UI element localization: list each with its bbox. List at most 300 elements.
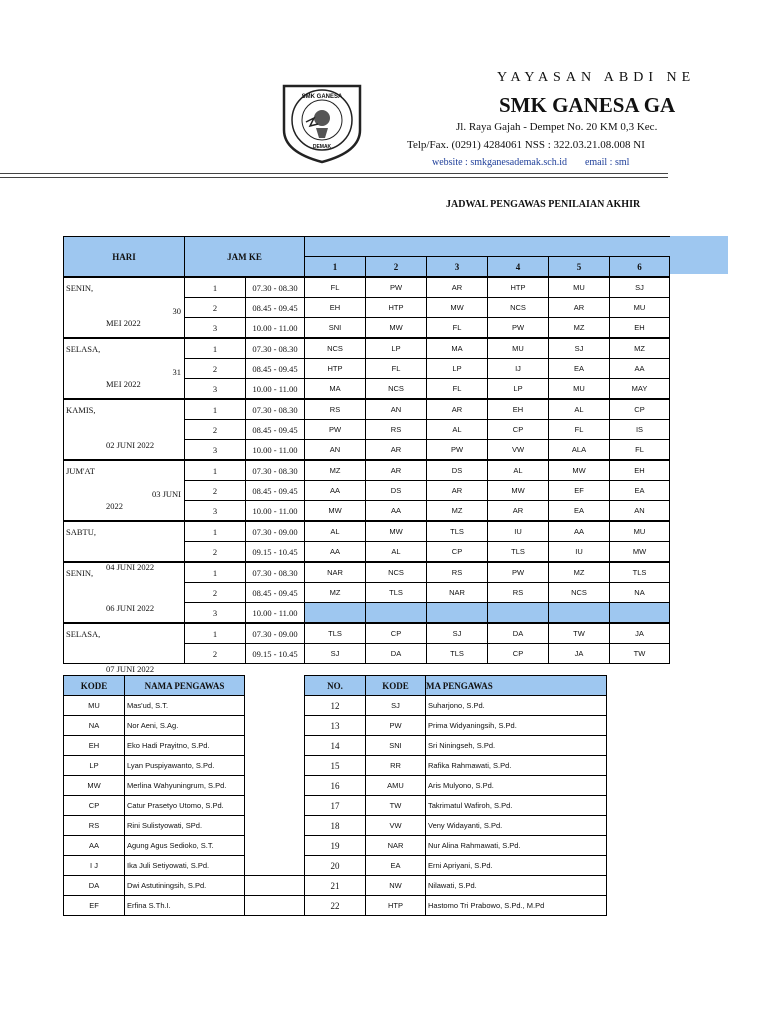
pengawas-code-cell: PW <box>305 420 366 440</box>
nama-cell: Erfina S.Th.I. <box>125 896 245 916</box>
pengawas-code-cell: CP <box>427 542 488 563</box>
pengawas-code-cell: DS <box>427 460 488 481</box>
day-cell <box>64 399 185 460</box>
room-number: 5 <box>549 257 610 278</box>
pengawas-code-cell: AN <box>305 440 366 461</box>
school-logo <box>276 78 368 164</box>
day-cell <box>64 623 185 674</box>
pengawas-code-cell: HTP <box>366 298 427 318</box>
day-number: 30 <box>172 306 181 316</box>
blank-cell <box>245 836 305 856</box>
jam-ke-cell: 1 <box>185 399 246 420</box>
pengawas-code-cell: FL <box>366 359 427 379</box>
nama-cell: Merlina Wahyuningrum, S.Pd. <box>125 776 245 796</box>
jam-ke-cell: 3 <box>185 501 246 522</box>
pengawas-code-cell: JA <box>549 644 610 664</box>
pengawas-code-cell: NAR <box>427 583 488 603</box>
pengawas-code-cell: MW <box>305 501 366 522</box>
kode-cell: NW <box>366 876 426 896</box>
pengawas-code-cell: SJ <box>549 338 610 359</box>
jam-ke-cell: 1 <box>185 623 246 644</box>
pengawas-code-cell <box>610 603 670 624</box>
pengawas-code-cell: RS <box>427 562 488 583</box>
no-cell: 21 <box>305 876 366 896</box>
schedule-row <box>64 623 670 644</box>
kode-cell: EF <box>64 896 125 916</box>
pengawas-code-cell: AR <box>488 501 549 522</box>
pengawas-row <box>305 896 607 916</box>
blank-cell <box>245 876 305 896</box>
pengawas-code-cell: CP <box>488 644 549 664</box>
day-cell <box>64 460 185 521</box>
pengawas-code-cell: MU <box>488 338 549 359</box>
nama-cell: Aris Mulyono, S.Pd. <box>426 776 607 796</box>
kode-cell: MU <box>64 696 125 716</box>
website-link[interactable]: website : smkganesademak.sch.id <box>432 157 567 168</box>
pengawas-row <box>305 876 607 896</box>
pengawas-code-cell <box>305 603 366 624</box>
pengawas-code-cell: AL <box>366 542 427 563</box>
pengawas-code-cell: MZ <box>427 501 488 522</box>
pengawas-code-cell: AA <box>305 481 366 501</box>
email-link[interactable]: email : sml <box>584 157 630 168</box>
header-divider-thin <box>0 177 668 178</box>
school-web-line <box>432 157 647 168</box>
pengawas-code-cell: DS <box>366 481 427 501</box>
pengawas-code-cell: MZ <box>610 338 670 359</box>
pengawas-code-cell <box>366 603 427 624</box>
pengawas-code-cell: SJ <box>610 277 670 298</box>
pengawas-code-cell: IU <box>549 542 610 563</box>
day-date: 2022 <box>106 501 123 511</box>
time-cell: 07.30 - 09.00 <box>246 623 305 644</box>
pengawas-code-cell: MU <box>610 521 670 542</box>
logo-bottom-text: DEMAK <box>312 144 332 150</box>
time-cell: 07.30 - 08.30 <box>246 460 305 481</box>
pengawas-row <box>305 756 607 776</box>
jam-ke-cell: 2 <box>185 644 246 664</box>
pengawas-code-cell: TW <box>549 623 610 644</box>
pengawas-code-cell: MA <box>305 379 366 400</box>
pengawas-code-cell: FL <box>305 277 366 298</box>
jam-ke-cell: 2 <box>185 359 246 379</box>
kode-cell: TW <box>366 796 426 816</box>
pengawas-code-cell: FL <box>549 420 610 440</box>
school-name: SMK GANESA GA <box>499 93 676 117</box>
pengawas-code-cell: DA <box>488 623 549 644</box>
pengawas-code-cell: IS <box>610 420 670 440</box>
room-number: 2 <box>366 257 427 278</box>
header-divider <box>0 173 668 174</box>
room-number: 3 <box>427 257 488 278</box>
time-cell: 07.30 - 09.00 <box>246 521 305 542</box>
schedule-row <box>64 338 670 359</box>
pengawas-code-cell: LP <box>366 338 427 359</box>
pengawas-row <box>305 816 607 836</box>
pengawas-code-cell: TLS <box>610 562 670 583</box>
kode-cell: AMU <box>366 776 426 796</box>
blank-cell <box>245 736 305 756</box>
pengawas-code-cell: RS <box>366 420 427 440</box>
nama-cell: Erni Apriyani, S.Pd. <box>426 856 607 876</box>
jam-ke-cell: 1 <box>185 521 246 542</box>
nama-cell: Nor Aeni, S.Ag. <box>125 716 245 736</box>
pengawas-code-cell: IU <box>488 521 549 542</box>
pengawas-code-cell: AR <box>427 399 488 420</box>
kode-cell: DA <box>64 876 125 896</box>
pengawas-row <box>64 836 305 856</box>
kode-cell: LP <box>64 756 125 776</box>
col-nama-right: MA PENGAWAS <box>426 676 607 696</box>
blank-cell <box>245 756 305 776</box>
kode-cell: SNI <box>366 736 426 756</box>
pengawas-code-cell: AL <box>488 460 549 481</box>
pengawas-code-cell: AA <box>305 542 366 563</box>
day-number: 03 JUNI <box>151 489 181 499</box>
pengawas-row <box>305 796 607 816</box>
foundation-name: YAYASAN ABDI NE <box>497 70 696 85</box>
day-name: SELASA, <box>66 344 101 354</box>
pengawas-code-cell: TLS <box>488 542 549 563</box>
pengawas-row <box>64 696 305 716</box>
pengawas-code-cell: LP <box>427 359 488 379</box>
pengawas-code-cell: NCS <box>305 338 366 359</box>
jam-ke-cell: 1 <box>185 338 246 359</box>
pengawas-code-cell: MZ <box>549 318 610 339</box>
pengawas-code-cell: AR <box>427 481 488 501</box>
jam-ke-cell: 3 <box>185 379 246 400</box>
col-hari: HARI <box>64 237 185 278</box>
pengawas-code-cell: AN <box>366 399 427 420</box>
no-cell: 14 <box>305 736 366 756</box>
pengawas-row <box>64 796 305 816</box>
kode-cell: VW <box>366 816 426 836</box>
pengawas-code-cell: ALA <box>549 440 610 461</box>
pengawas-code-cell: AN <box>610 501 670 522</box>
day-name: KAMIS, <box>66 405 96 415</box>
kode-cell: PW <box>366 716 426 736</box>
pengawas-code-cell: EH <box>610 460 670 481</box>
blank-cell <box>245 716 305 736</box>
day-name: SELASA, <box>66 629 101 639</box>
kode-cell: MW <box>64 776 125 796</box>
kode-cell: I J <box>64 856 125 876</box>
blank-cell <box>245 796 305 816</box>
pengawas-code-cell: MZ <box>305 583 366 603</box>
header-banner-extension <box>667 236 728 274</box>
no-cell: 16 <box>305 776 366 796</box>
day-cell <box>64 338 185 399</box>
pengawas-code-cell: EA <box>610 481 670 501</box>
pengawas-code-cell: EH <box>488 399 549 420</box>
pengawas-code-cell: MW <box>366 521 427 542</box>
jam-ke-cell: 3 <box>185 318 246 339</box>
nama-cell: Agung Agus Sedioko, S.T. <box>125 836 245 856</box>
pengawas-code-cell: CP <box>488 420 549 440</box>
schedule-row <box>64 399 670 420</box>
pengawas-code-cell: EH <box>305 298 366 318</box>
time-cell: 10.00 - 11.00 <box>246 318 305 339</box>
pengawas-code-cell: MW <box>366 318 427 339</box>
pengawas-code-cell: CP <box>610 399 670 420</box>
school-address: Jl. Raya Gajah - Dempet No. 20 KM 0,3 Kec. <box>456 121 658 133</box>
pengawas-code-cell: IJ <box>488 359 549 379</box>
pengawas-code-cell <box>549 603 610 624</box>
pengawas-code-cell: NA <box>610 583 670 603</box>
time-cell: 08.45 - 09.45 <box>246 359 305 379</box>
kode-cell: SJ <box>366 696 426 716</box>
kode-cell: EA <box>366 856 426 876</box>
pengawas-code-cell: EH <box>610 318 670 339</box>
nama-cell: Ika Juli Setiyowati, S.Pd. <box>125 856 245 876</box>
room-number: 4 <box>488 257 549 278</box>
jam-ke-cell: 2 <box>185 420 246 440</box>
time-cell: 10.00 - 11.00 <box>246 501 305 522</box>
pengawas-code-cell: MAY <box>610 379 670 400</box>
pengawas-code-cell: SJ <box>427 623 488 644</box>
nama-cell: Lyan Puspiyawanto, S.Pd. <box>125 756 245 776</box>
room-number: 6 <box>610 257 670 278</box>
pengawas-code-cell: AA <box>366 501 427 522</box>
pengawas-code-cell: TLS <box>366 583 427 603</box>
blank-cell <box>245 816 305 836</box>
pengawas-code-cell: NAR <box>305 562 366 583</box>
pengawas-code-cell: PW <box>488 318 549 339</box>
time-cell: 08.45 - 09.45 <box>246 583 305 603</box>
pengawas-code-cell: HTP <box>305 359 366 379</box>
pengawas-code-cell: PW <box>427 440 488 461</box>
pengawas-code-cell: MZ <box>305 460 366 481</box>
time-cell: 07.30 - 08.30 <box>246 338 305 359</box>
pengawas-code-cell: MZ <box>549 562 610 583</box>
time-cell: 09.15 - 10.45 <box>246 542 305 563</box>
pengawas-code-cell: RS <box>488 583 549 603</box>
pengawas-code-cell: NCS <box>549 583 610 603</box>
time-cell: 08.45 - 09.45 <box>246 420 305 440</box>
pengawas-row <box>305 696 607 716</box>
room-banner <box>305 237 670 257</box>
pengawas-code-cell <box>488 603 549 624</box>
pengawas-code-cell: FL <box>427 318 488 339</box>
pengawas-row <box>64 716 305 736</box>
pengawas-row <box>64 776 305 796</box>
schedule-row <box>64 277 670 298</box>
pengawas-code-cell: DA <box>366 644 427 664</box>
col-kode-left: KODE <box>64 676 125 696</box>
nama-cell: Eko Hadi Prayitno, S.Pd. <box>125 736 245 756</box>
day-name: SENIN, <box>66 283 94 293</box>
kode-cell: RS <box>64 816 125 836</box>
pengawas-code-cell: TLS <box>427 644 488 664</box>
nama-cell: Nilawati, S.Pd. <box>426 876 607 896</box>
pengawas-row <box>64 816 305 836</box>
pengawas-code-cell: PW <box>366 277 427 298</box>
school-contact: Telp/Fax. (0291) 4284061 NSS : 322.03.21.08.008 NI <box>407 139 645 151</box>
schedule-table <box>63 236 670 674</box>
pengawas-code-cell: VW <box>488 440 549 461</box>
pengawas-code-cell: JA <box>610 623 670 644</box>
pengawas-code-cell: RS <box>305 399 366 420</box>
time-cell: 08.45 - 09.45 <box>246 298 305 318</box>
time-cell: 10.00 - 11.00 <box>246 379 305 400</box>
nama-cell: Veny Widayanti, S.Pd. <box>426 816 607 836</box>
day-name: JUM'AT <box>66 466 95 476</box>
pengawas-code-cell: MA <box>427 338 488 359</box>
pengawas-code-cell <box>427 603 488 624</box>
pengawas-code-cell: AA <box>549 521 610 542</box>
kode-cell: NA <box>64 716 125 736</box>
pengawas-code-cell: TW <box>610 644 670 664</box>
blank-header <box>245 676 305 696</box>
pengawas-row <box>305 736 607 756</box>
no-cell: 15 <box>305 756 366 776</box>
pengawas-code-cell: AR <box>427 277 488 298</box>
pengawas-code-cell: EF <box>549 481 610 501</box>
day-cell <box>64 562 185 623</box>
pengawas-code-cell: AL <box>549 399 610 420</box>
no-cell: 12 <box>305 696 366 716</box>
document-title: JADWAL PENGAWAS PENILAIAN AKHIR <box>446 199 641 210</box>
col-jam-ke: JAM KE <box>185 237 305 278</box>
nama-cell: Sri Niningseh, S.Pd. <box>426 736 607 756</box>
col-no-right: NO. <box>305 676 366 696</box>
day-date: 06 JUNI 2022 <box>106 603 155 613</box>
pengawas-code-cell: FL <box>610 440 670 461</box>
day-cell <box>64 521 185 572</box>
day-date: MEI 2022 <box>106 379 141 389</box>
day-name: SENIN, <box>66 568 94 578</box>
pengawas-code-cell: PW <box>488 562 549 583</box>
nama-cell: Rini Sulistyowati, SPd. <box>125 816 245 836</box>
time-cell: 10.00 - 11.00 <box>246 603 305 624</box>
pengawas-code-cell: TLS <box>427 521 488 542</box>
no-cell: 13 <box>305 716 366 736</box>
schedule-row <box>64 521 670 542</box>
day-cell <box>64 277 185 338</box>
pengawas-code-cell: NCS <box>488 298 549 318</box>
pengawas-code-cell: AR <box>549 298 610 318</box>
nama-cell: Takrimatul Wafiroh, S.Pd. <box>426 796 607 816</box>
time-cell: 07.30 - 08.30 <box>246 562 305 583</box>
pengawas-code-cell: AR <box>366 440 427 461</box>
pengawas-code-cell: MW <box>488 481 549 501</box>
nama-cell: Suharjono, S.Pd. <box>426 696 607 716</box>
col-nama-left: NAMA PENGAWAS <box>125 676 245 696</box>
kode-cell: EH <box>64 736 125 756</box>
pengawas-code-cell: EA <box>549 359 610 379</box>
room-number: 1 <box>305 257 366 278</box>
pengawas-code-cell: EA <box>549 501 610 522</box>
pengawas-code-cell: AR <box>366 460 427 481</box>
jam-ke-cell: 1 <box>185 277 246 298</box>
logo-top-text: SMK GANESA <box>301 94 343 100</box>
schedule-row <box>64 562 670 583</box>
blank-cell <box>245 856 305 876</box>
time-cell: 10.00 - 11.00 <box>246 440 305 461</box>
pengawas-code-cell: HTP <box>488 277 549 298</box>
kode-cell: NAR <box>366 836 426 856</box>
schedule-row <box>64 460 670 481</box>
col-kode-right: KODE <box>366 676 426 696</box>
nama-cell: Rafika Rahmawati, S.Pd. <box>426 756 607 776</box>
jam-ke-cell: 2 <box>185 583 246 603</box>
pengawas-code-cell: MU <box>549 277 610 298</box>
no-cell: 22 <box>305 896 366 916</box>
jam-ke-cell: 2 <box>185 298 246 318</box>
time-cell: 09.15 - 10.45 <box>246 644 305 664</box>
pengawas-row <box>305 856 607 876</box>
pengawas-code-cell: FL <box>427 379 488 400</box>
pengawas-table-left <box>63 675 305 916</box>
pengawas-row <box>305 716 607 736</box>
nama-cell: Nur Alina Rahmawati, S.Pd. <box>426 836 607 856</box>
blank-cell <box>245 776 305 796</box>
pengawas-row <box>305 836 607 856</box>
nama-cell: Catur Prasetyo Utomo, S.Pd. <box>125 796 245 816</box>
nama-cell: Mas'ud, S.T. <box>125 696 245 716</box>
day-number: 31 <box>172 367 181 377</box>
no-cell: 20 <box>305 856 366 876</box>
time-cell: 07.30 - 08.30 <box>246 399 305 420</box>
blank-cell <box>245 696 305 716</box>
jam-ke-cell: 2 <box>185 481 246 501</box>
pengawas-row <box>64 736 305 756</box>
pengawas-table-right <box>304 675 607 916</box>
no-cell: 19 <box>305 836 366 856</box>
pengawas-code-cell: NCS <box>366 379 427 400</box>
pengawas-row <box>64 896 305 916</box>
kode-cell: HTP <box>366 896 426 916</box>
kode-cell: CP <box>64 796 125 816</box>
pengawas-code-cell: AA <box>610 359 670 379</box>
pengawas-row <box>64 756 305 776</box>
pengawas-code-cell: NCS <box>366 562 427 583</box>
blank-cell <box>245 896 305 916</box>
nama-cell: Dwi Astutiningsih, S.Pd. <box>125 876 245 896</box>
pengawas-code-cell: MU <box>549 379 610 400</box>
pengawas-code-cell: SJ <box>305 644 366 664</box>
pengawas-row <box>64 876 305 896</box>
pengawas-code-cell: MU <box>610 298 670 318</box>
pengawas-code-cell: LP <box>488 379 549 400</box>
no-cell: 17 <box>305 796 366 816</box>
nama-cell: Prima Widyaningsih, S.Pd. <box>426 716 607 736</box>
pengawas-code-cell: CP <box>366 623 427 644</box>
day-date: 02 JUNI 2022 <box>106 440 155 450</box>
day-date: MEI 2022 <box>106 318 141 328</box>
nama-cell: Hastomo Tri Prabowo, S.Pd., M.Pd <box>426 896 607 916</box>
pengawas-code-cell: SNI <box>305 318 366 339</box>
pengawas-code-cell: AL <box>427 420 488 440</box>
pengawas-code-cell: MW <box>549 460 610 481</box>
jam-ke-cell: 2 <box>185 542 246 563</box>
jam-ke-cell: 1 <box>185 460 246 481</box>
time-cell: 07.30 - 08.30 <box>246 277 305 298</box>
pengawas-row <box>305 776 607 796</box>
jam-ke-cell: 3 <box>185 603 246 624</box>
kode-cell: RR <box>366 756 426 776</box>
pengawas-row <box>64 856 305 876</box>
pengawas-code-cell: TLS <box>305 623 366 644</box>
pengawas-code-cell: AL <box>305 521 366 542</box>
no-cell: 18 <box>305 816 366 836</box>
pengawas-code-cell: MW <box>427 298 488 318</box>
jam-ke-cell: 1 <box>185 562 246 583</box>
day-date: 04 JUNI 2022 <box>106 562 155 572</box>
jam-ke-cell: 3 <box>185 440 246 461</box>
day-name: SABTU, <box>66 527 96 537</box>
kode-cell: AA <box>64 836 125 856</box>
